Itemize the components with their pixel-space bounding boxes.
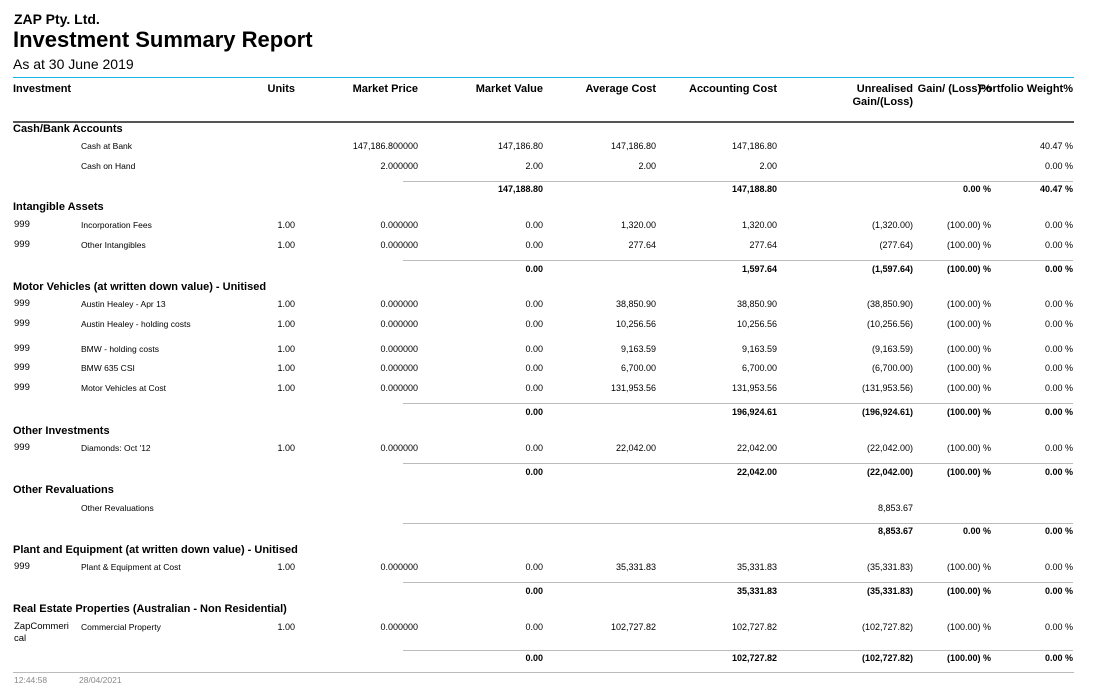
cell-gain-loss-: (100.00) % — [946, 319, 991, 329]
report-date: As at 30 June 2019 — [13, 56, 134, 72]
section-total: 0.00 % — [1044, 407, 1073, 417]
investment-name: Motor Vehicles at Cost — [81, 383, 167, 393]
investment-name: Austin Healey - holding costs — [81, 319, 191, 329]
investment-code: 999 — [14, 343, 30, 354]
section-title: Real Estate Properties (Australian - Non Residential) — [13, 603, 287, 615]
section-total: 0.00 — [525, 653, 543, 663]
cell-unrealised-gain-loss-: (131,953.56) — [861, 383, 913, 393]
cell-units: 1.00 — [277, 319, 295, 329]
section-total: (100.00) % — [946, 586, 991, 596]
cell-portfolio-weight-: 0.00 % — [1044, 363, 1073, 373]
cell-accounting-cost: 1,320.00 — [741, 220, 777, 230]
cell-accounting-cost: 9,163.59 — [741, 344, 777, 354]
cell-average-cost: 147,186.80 — [610, 141, 656, 151]
column-header: Units — [267, 83, 295, 95]
cell-accounting-cost: 277.64 — [749, 240, 777, 250]
section-total: (35,331.83) — [866, 586, 913, 596]
column-header: Accounting Cost — [689, 83, 777, 95]
cell-average-cost: 6,700.00 — [620, 363, 656, 373]
subtotal-line — [403, 181, 1073, 182]
section-total: 147,188.80 — [731, 184, 777, 194]
footer-date: 28/04/2021 — [79, 675, 122, 685]
cell-average-cost: 2.00 — [638, 161, 656, 171]
cell-accounting-cost: 22,042.00 — [736, 443, 777, 453]
cell-portfolio-weight-: 0.00 % — [1044, 383, 1073, 393]
cell-average-cost: 10,256.56 — [615, 319, 656, 329]
subtotal-line — [403, 582, 1073, 583]
cell-average-cost: 22,042.00 — [615, 443, 656, 453]
cell-accounting-cost: 147,186.80 — [731, 141, 777, 151]
header-accent-line — [13, 77, 1074, 78]
cell-units: 1.00 — [277, 344, 295, 354]
cell-market-value: 0.00 — [525, 319, 543, 329]
investment-code: 999 — [14, 239, 30, 250]
investment-code: 999 — [14, 442, 30, 453]
cell-accounting-cost: 10,256.56 — [736, 319, 777, 329]
column-header: Average Cost — [585, 83, 656, 95]
section-total: 147,188.80 — [497, 184, 543, 194]
column-header: Market Price — [352, 83, 418, 95]
cell-gain-loss-: (100.00) % — [946, 383, 991, 393]
section-total: 1,597.64 — [741, 264, 777, 274]
column-header: Gain/ (Loss)% — [917, 83, 991, 95]
cell-market-price: 0.000000 — [380, 443, 418, 453]
cell-market-value: 0.00 — [525, 344, 543, 354]
cell-unrealised-gain-loss-: (6,700.00) — [871, 363, 913, 373]
section-title: Cash/Bank Accounts — [13, 123, 123, 135]
cell-portfolio-weight-: 0.00 % — [1044, 220, 1073, 230]
cell-portfolio-weight-: 0.00 % — [1044, 562, 1073, 572]
investment-name: Commercial Property — [81, 622, 161, 632]
cell-gain-loss-: (100.00) % — [946, 344, 991, 354]
cell-average-cost: 102,727.82 — [610, 622, 656, 632]
investment-name: BMW 635 CSI — [81, 363, 135, 373]
cell-unrealised-gain-loss-: (277.64) — [879, 240, 913, 250]
column-header: Unrealised Gain/(Loss) — [852, 83, 913, 108]
cell-portfolio-weight-: 0.00 % — [1044, 622, 1073, 632]
report-title: Investment Summary Report — [13, 27, 313, 52]
section-total: 102,727.82 — [731, 653, 777, 663]
cell-market-price: 0.000000 — [380, 622, 418, 632]
cell-market-value: 0.00 — [525, 562, 543, 572]
company-name: ZAP Pty. Ltd. — [14, 11, 100, 27]
column-header: Portfolio Weight% — [978, 83, 1073, 95]
section-total: 0.00 — [525, 264, 543, 274]
cell-market-price: 0.000000 — [380, 220, 418, 230]
investment-name: Other Intangibles — [81, 240, 146, 250]
section-total: (102,727.82) — [861, 653, 913, 663]
cell-average-cost: 9,163.59 — [620, 344, 656, 354]
investment-code: 999 — [14, 318, 30, 329]
cell-market-value: 0.00 — [525, 622, 543, 632]
cell-portfolio-weight-: 0.00 % — [1044, 299, 1073, 309]
subtotal-line — [403, 403, 1073, 404]
cell-units: 1.00 — [277, 443, 295, 453]
section-total: (1,597.64) — [871, 264, 913, 274]
investment-name: Diamonds: Oct '12 — [81, 443, 151, 453]
cell-market-price: 0.000000 — [380, 344, 418, 354]
investment-code: 999 — [14, 362, 30, 373]
cell-gain-loss-: (100.00) % — [946, 220, 991, 230]
section-total: (196,924.61) — [861, 407, 913, 417]
cell-market-value: 0.00 — [525, 299, 543, 309]
column-header: Investment — [13, 83, 72, 95]
cell-unrealised-gain-loss-: (1,320.00) — [871, 220, 913, 230]
cell-accounting-cost: 2.00 — [759, 161, 777, 171]
section-total: (22,042.00) — [866, 467, 913, 477]
cell-average-cost: 277.64 — [628, 240, 656, 250]
investment-name: Cash at Bank — [81, 141, 133, 151]
cell-market-price: 0.000000 — [380, 363, 418, 373]
investment-name: Other Revaluations — [81, 503, 154, 513]
section-title: Intangible Assets — [13, 201, 104, 213]
cell-market-price: 147,186.800000 — [352, 141, 418, 151]
cell-unrealised-gain-loss-: (102,727.82) — [861, 622, 913, 632]
cell-units: 1.00 — [277, 240, 295, 250]
footer-divider — [13, 672, 1074, 673]
subtotal-line — [403, 260, 1073, 261]
header-divider — [13, 121, 1074, 123]
cell-average-cost: 131,953.56 — [610, 383, 656, 393]
investment-code: ZapCommeri cal — [14, 621, 69, 644]
cell-portfolio-weight-: 0.00 % — [1044, 240, 1073, 250]
section-total: (100.00) % — [946, 407, 991, 417]
section-total: 22,042.00 — [736, 467, 777, 477]
cell-market-value: 0.00 — [525, 220, 543, 230]
investment-code: 999 — [14, 298, 30, 309]
cell-average-cost: 1,320.00 — [620, 220, 656, 230]
cell-gain-loss-: (100.00) % — [946, 299, 991, 309]
section-total: (100.00) % — [946, 264, 991, 274]
section-total: 40.47 % — [1039, 184, 1073, 194]
cell-market-value: 0.00 — [525, 443, 543, 453]
cell-unrealised-gain-loss-: (22,042.00) — [866, 443, 913, 453]
subtotal-line — [403, 523, 1073, 524]
cell-accounting-cost: 102,727.82 — [731, 622, 777, 632]
cell-unrealised-gain-loss-: (38,850.90) — [866, 299, 913, 309]
cell-accounting-cost: 38,850.90 — [736, 299, 777, 309]
cell-average-cost: 38,850.90 — [615, 299, 656, 309]
investment-name: Cash on Hand — [81, 161, 136, 171]
cell-units: 1.00 — [277, 363, 295, 373]
cell-gain-loss-: (100.00) % — [946, 562, 991, 572]
cell-market-value: 2.00 — [525, 161, 543, 171]
investment-name: Austin Healey - Apr 13 — [81, 299, 166, 309]
cell-market-value: 147,186.80 — [497, 141, 543, 151]
cell-market-price: 0.000000 — [380, 299, 418, 309]
cell-market-price: 0.000000 — [380, 240, 418, 250]
cell-market-price: 0.000000 — [380, 562, 418, 572]
cell-portfolio-weight-: 40.47 % — [1039, 141, 1073, 151]
cell-units: 1.00 — [277, 383, 295, 393]
section-total: (100.00) % — [946, 467, 991, 477]
cell-accounting-cost: 131,953.56 — [731, 383, 777, 393]
section-total: 0.00 — [525, 407, 543, 417]
footer-time: 12:44:58 — [14, 675, 48, 685]
cell-gain-loss-: (100.00) % — [946, 240, 991, 250]
cell-portfolio-weight-: 0.00 % — [1044, 344, 1073, 354]
section-title: Plant and Equipment (at written down value) - Unitised — [13, 544, 298, 556]
section-total: 0.00 % — [962, 526, 991, 536]
section-total: 0.00 % — [1044, 264, 1073, 274]
cell-units: 1.00 — [277, 299, 295, 309]
section-total: 8,853.67 — [877, 526, 913, 536]
cell-portfolio-weight-: 0.00 % — [1044, 161, 1073, 171]
cell-market-price: 0.000000 — [380, 319, 418, 329]
section-title: Other Revaluations — [13, 484, 114, 496]
cell-gain-loss-: (100.00) % — [946, 443, 991, 453]
cell-portfolio-weight-: 0.00 % — [1044, 319, 1073, 329]
column-header: Market Value — [475, 83, 543, 95]
cell-units: 1.00 — [277, 220, 295, 230]
cell-portfolio-weight-: 0.00 % — [1044, 443, 1073, 453]
cell-market-value: 0.00 — [525, 363, 543, 373]
cell-units: 1.00 — [277, 562, 295, 572]
investment-name: Incorporation Fees — [81, 220, 152, 230]
subtotal-line — [403, 463, 1073, 464]
investment-code: 999 — [14, 219, 30, 230]
cell-market-value: 0.00 — [525, 240, 543, 250]
cell-accounting-cost: 6,700.00 — [741, 363, 777, 373]
section-total: 0.00 — [525, 586, 543, 596]
section-total: 196,924.61 — [731, 407, 777, 417]
investment-code: 999 — [14, 382, 30, 393]
cell-average-cost: 35,331.83 — [615, 562, 656, 572]
section-total: 0.00 % — [1044, 653, 1073, 663]
cell-gain-loss-: (100.00) % — [946, 363, 991, 373]
cell-gain-loss-: (100.00) % — [946, 622, 991, 632]
investment-name: BMW - holding costs — [81, 344, 159, 354]
cell-unrealised-gain-loss-: (10,256.56) — [866, 319, 913, 329]
cell-market-price: 2.000000 — [380, 161, 418, 171]
section-total: 0.00 — [525, 467, 543, 477]
cell-unrealised-gain-loss-: (35,331.83) — [866, 562, 913, 572]
section-total: 0.00 % — [962, 184, 991, 194]
section-total: 0.00 % — [1044, 586, 1073, 596]
cell-unrealised-gain-loss-: (9,163.59) — [871, 344, 913, 354]
investment-code: 999 — [14, 561, 30, 572]
section-total: 0.00 % — [1044, 526, 1073, 536]
cell-market-price: 0.000000 — [380, 383, 418, 393]
cell-market-value: 0.00 — [525, 383, 543, 393]
section-title: Other Investments — [13, 425, 110, 437]
section-total: 0.00 % — [1044, 467, 1073, 477]
cell-units: 1.00 — [277, 622, 295, 632]
cell-accounting-cost: 35,331.83 — [736, 562, 777, 572]
investment-name: Plant & Equipment at Cost — [81, 562, 181, 572]
section-total: (100.00) % — [946, 653, 991, 663]
section-title: Motor Vehicles (at written down value) - Unitised — [13, 281, 267, 293]
cell-unrealised-gain-loss-: 8,853.67 — [877, 503, 913, 513]
subtotal-line — [403, 650, 1073, 651]
section-total: 35,331.83 — [736, 586, 777, 596]
